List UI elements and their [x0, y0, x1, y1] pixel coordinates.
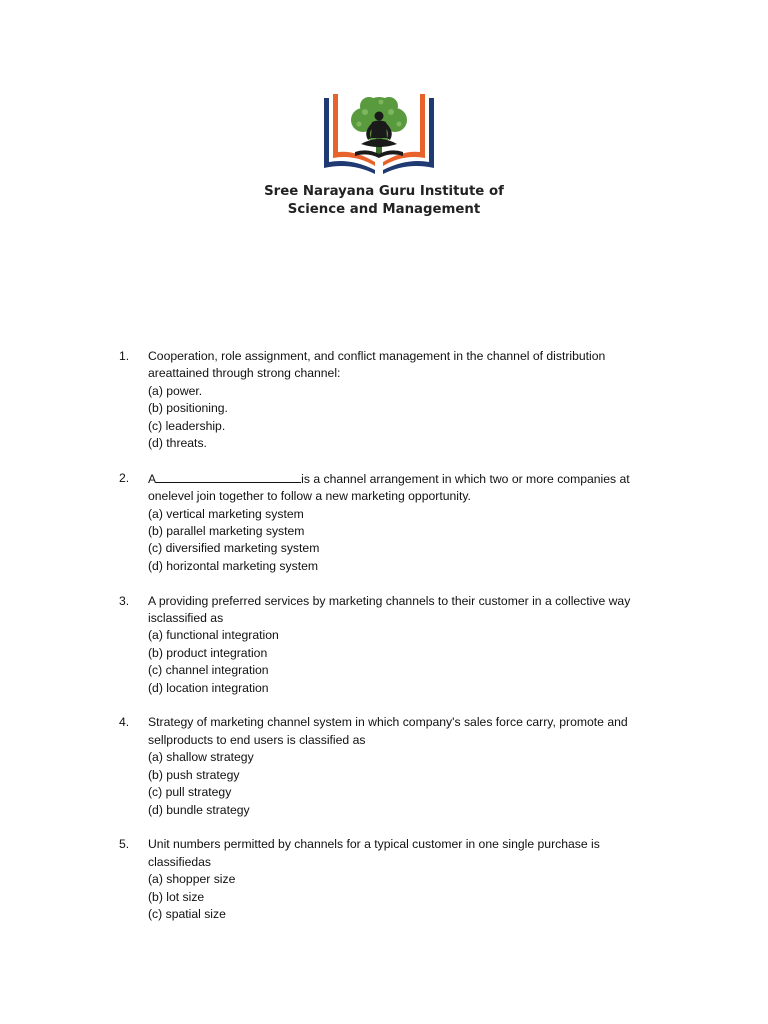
question-number: 4. [119, 715, 130, 730]
option-a: (a) shopper size [148, 872, 236, 887]
question-number: 2. [119, 470, 130, 485]
institute-name-line2: Science and Management [287, 201, 481, 217]
question-text [148, 470, 659, 506]
question-text: A providing preferred services by marketing channels to their customer in a collective way isclassified as [148, 593, 631, 626]
option-d: (d) threats. [148, 436, 207, 451]
question-3 [119, 593, 659, 697]
institute-logo [321, 92, 437, 178]
question-number: 3. [119, 593, 130, 608]
option-a: (a) functional integration [148, 628, 279, 643]
option-c: (c) diversified marketing system [148, 541, 320, 556]
option-c: (c) spatial size [148, 906, 226, 921]
question-text: Cooperation, role assignment, and conflict management in the channel of distribution areattained through strong channel: [148, 349, 606, 381]
option-a: (a) shallow strategy [148, 750, 254, 765]
question-list [119, 348, 659, 941]
question-text: Unit numbers permitted by channels for a typical customer in one single purchase is classifiedas [148, 837, 600, 869]
institute-name [234, 183, 534, 218]
option-c: (c) pull strategy [148, 785, 232, 800]
option-d: (d) location integration [148, 680, 269, 695]
question-4 [119, 714, 659, 818]
option-b: (b) positioning. [148, 401, 228, 416]
option-b: (b) lot size [148, 889, 205, 904]
option-c: (c) channel integration [148, 663, 269, 678]
question-1 [119, 348, 659, 452]
question-number: 1. [119, 349, 130, 363]
option-b: (b) parallel marketing system [148, 524, 305, 539]
question-2 [119, 470, 659, 575]
question-5 [119, 836, 659, 923]
option-d: (d) horizontal marketing system [148, 558, 319, 573]
option-c: (c) leadership. [148, 418, 226, 433]
question-text-start: A [148, 471, 157, 486]
option-d: (d) bundle strategy [148, 802, 250, 817]
option-a: (a) vertical marketing system [148, 506, 304, 521]
institute-name-line1: Sree Narayana Guru Institute of [264, 184, 504, 199]
question-number: 5. [119, 837, 130, 852]
option-b: (b) product integration [148, 645, 268, 660]
question-text-end: is a channel arrangement in which two or more companies at onelevel join together to follow a new marketing opportunity. [148, 471, 630, 504]
option-a: (a) power. [148, 383, 203, 398]
question-text: Strategy of marketing channel system in which company's sales force carry, promote and sellproducts to end users is classified as [148, 715, 628, 747]
option-b: (b) push strategy [148, 767, 240, 782]
fill-in-blank [156, 470, 301, 483]
